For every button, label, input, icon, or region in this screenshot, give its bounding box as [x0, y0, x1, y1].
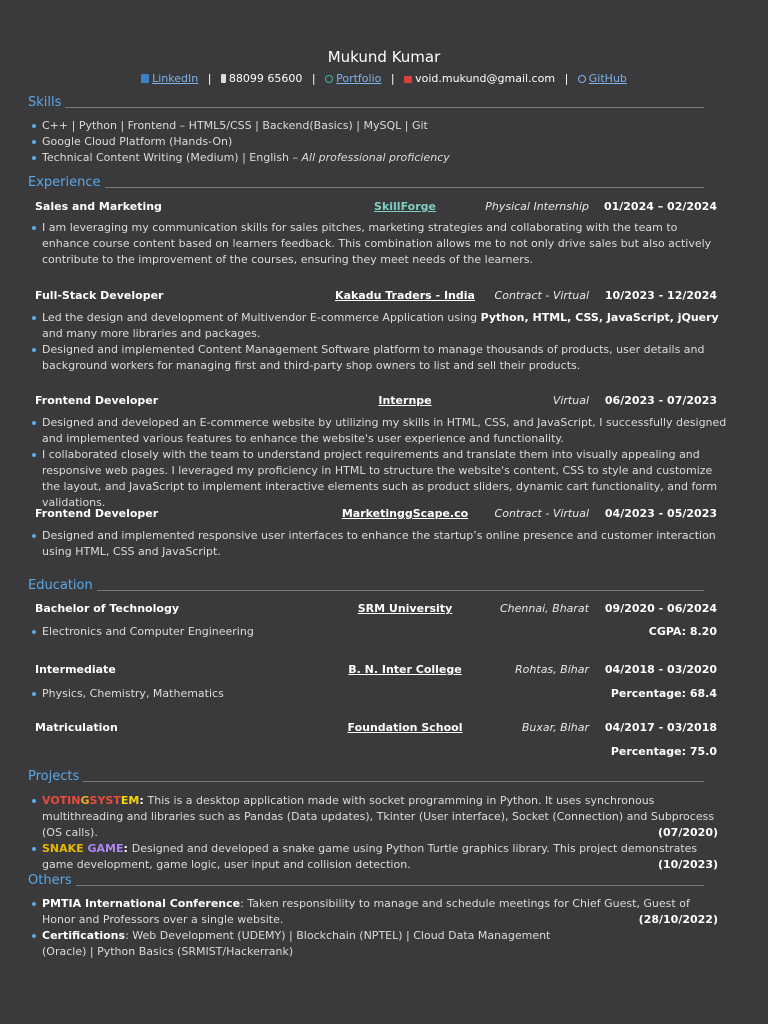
company-link[interactable]: MarketinggScape.co — [341, 507, 469, 520]
project-description: Designed and developed a snake game using Python Turtle graphics library. This project demonstrates game development, game logic, user input and collision detection. — [42, 842, 698, 871]
education-entry-header — [35, 721, 717, 737]
skills-list — [30, 118, 730, 166]
divider — [28, 187, 704, 188]
item-date: (28/10/2022) — [638, 913, 718, 926]
linkedin-link[interactable]: LinkedIn — [152, 72, 199, 85]
project-name-part: EM — [120, 794, 140, 807]
education-dates: 04/2018 - 03/2020 — [604, 663, 717, 676]
others-section-header — [28, 873, 704, 889]
project-name — [42, 794, 139, 807]
job-title: Sales and Marketing — [35, 200, 162, 213]
section-title: Others — [28, 873, 76, 888]
institution-location: Chennai, Bharat — [500, 602, 589, 615]
experience-bullets — [30, 220, 728, 268]
linkedin-icon — [141, 74, 149, 83]
project-date: (10/2023) — [658, 858, 718, 871]
project-date: (07/2020) — [658, 826, 718, 839]
portfolio-link[interactable]: Portfolio — [336, 72, 382, 85]
experience-entry-header — [35, 200, 717, 216]
separator: | — [390, 72, 395, 85]
list-item: Designed and implemented Content Management Software platform to manage thousands of products, user details and background workers for managing first and third-party shop owners to list and sell their products. — [30, 342, 720, 374]
institution-location: Buxar, Bihar — [521, 721, 589, 734]
company-link[interactable]: SkillForge — [374, 200, 436, 213]
job-type: Contract - Virtual — [494, 289, 589, 302]
project-name-part: G — [80, 794, 90, 807]
institution-link[interactable]: B. N. Inter College — [348, 663, 462, 676]
experience-entry-header — [35, 507, 717, 523]
job-dates: 06/2023 - 07/2023 — [604, 394, 717, 407]
job-title: Frontend Developer — [35, 507, 159, 520]
job-dates: 10/2023 - 12/2024 — [604, 289, 717, 302]
divider — [28, 885, 704, 886]
project-name — [42, 842, 124, 855]
bullet-text: Led the design and development of Multivendor E-commerce Application using — [42, 311, 481, 324]
item-description: Taken responsibility to manage and schedule meetings for Chief Guest, Guest of Honor and Professors over a single website. — [42, 897, 690, 926]
list-item: Physics, Chemistry, Mathematics — [30, 686, 430, 702]
company-link[interactable]: Kakadu Traders - India — [335, 289, 475, 302]
institution-location: Rohtas, Bihar — [515, 663, 589, 676]
education-section-header — [28, 578, 704, 594]
education-entry-header — [35, 663, 717, 679]
job-dates: 04/2023 - 05/2023 — [604, 507, 717, 520]
section-title: Skills — [28, 95, 65, 110]
list-item: Designed and developed an E-commerce website by utilizing my skills in HTML, CSS, and JavaScript, I successfully designed and implemented various features to enhance the website's user experience and functionality. — [30, 415, 730, 447]
candidate-name: Mukund Kumar — [327, 48, 441, 66]
project-name-part: VOTIN — [42, 794, 81, 807]
list-item: PMTIA International Conference: Taken responsibility to manage and schedule meetings for Chief Guest, Guest of Honor and Professors over a single website. (28/10/2022) — [30, 896, 718, 928]
education-grade: Percentage: 68.4 — [610, 687, 717, 700]
globe-icon — [325, 75, 333, 83]
list-item: I am leveraging my communication skills for sales pitches, marketing strategies and collaborating with the team to enhance course content based on learners feedback. This combination allows me to not only drive sales but also actively contribute to the improvement of the courses, ensuring they meet needs of the learners. — [30, 220, 728, 268]
item-description: Web Development (UDEMY) | Blockchain (NPTEL) | Cloud Data Management (Oracle) | Python Basics (SRMIST/Hackerrank) — [42, 929, 551, 958]
list-item: I collaborated closely with the team to understand project requirements and translate them into visually appealing and responsive web pages. I leveraged my proficiency in HTML to structure the website's content, CSS to style and customize the layout, and JavaScript to implement interactive elements such as product sliders, dynamic cart functionality, and form validations. — [30, 447, 730, 511]
list-item: Electronics and Computer Engineering — [30, 624, 430, 640]
experience-bullets — [30, 310, 720, 374]
project-name-part: GAME — [87, 842, 124, 855]
skill-proficiency: All professional proficiency — [301, 151, 450, 164]
list-item: VOTINGSYSTEM: This is a desktop application made with socket programming in Python. It uses synchronous multithreading and libraries such as Pandas (Data updates), Tkinter (User interface), Socket (Connection) and Subprocess (OS calls). (07/2020) — [30, 793, 718, 841]
experience-entry-header — [35, 289, 717, 305]
education-grade: Percentage: 75.0 — [610, 745, 717, 758]
project-name-part: SYST — [89, 794, 121, 807]
section-title: Projects — [28, 769, 83, 784]
list-item: Certifications: Web Development (UDEMY) | Blockchain (NPTEL) | Cloud Data Management (Oracle) | Python Basics (SRMIST/Hackerrank) — [30, 928, 562, 960]
job-type: Virtual — [552, 394, 589, 407]
list-item: Google Cloud Platform (Hands-On) — [30, 134, 730, 150]
skill-text: Technical Content Writing (Medium) | English – — [42, 151, 302, 164]
job-title: Frontend Developer — [35, 394, 159, 407]
others-list — [30, 896, 718, 960]
section-title: Education — [28, 578, 97, 593]
separator: | — [207, 72, 212, 85]
projects-section-header — [28, 769, 704, 785]
separator: | — [311, 72, 316, 85]
item-label: PMTIA International Conference — [42, 897, 241, 910]
experience-bullets — [30, 415, 730, 511]
education-dates: 04/2017 - 03/2018 — [604, 721, 717, 734]
education-entry-header — [35, 602, 717, 618]
contact-bar — [0, 72, 768, 85]
divider — [28, 107, 704, 108]
project-name-part: SNAKE — [42, 842, 88, 855]
education-bullets — [30, 686, 430, 702]
list-item: C++ | Python | Frontend – HTML5/CSS | Backend(Basics) | MySQL | Git — [30, 118, 730, 134]
list-item: Designed and implemented responsive user interfaces to enhance the startup’s online presence and customer interaction using HTML, CSS and JavaScript. — [30, 528, 730, 560]
tech-stack: Python, HTML, CSS, JavaScript, jQuery — [480, 311, 719, 324]
education-bullets — [30, 624, 430, 640]
phone-number: 88099 65600 — [228, 72, 303, 85]
divider — [28, 781, 704, 782]
mail-icon — [404, 76, 412, 83]
experience-bullets — [30, 528, 730, 560]
github-icon — [578, 75, 586, 83]
bullet-text: and many more libraries and packages. — [42, 327, 261, 340]
job-title: Full-Stack Developer — [35, 289, 164, 302]
item-label: Certifications — [42, 929, 126, 942]
separator: | — [564, 72, 569, 85]
degree-title: Intermediate — [35, 663, 116, 676]
institution-link[interactable]: Foundation School — [347, 721, 463, 734]
degree-title: Bachelor of Technology — [35, 602, 179, 615]
job-type: Physical Internship — [485, 200, 589, 213]
job-type: Contract - Virtual — [494, 507, 589, 520]
company-link[interactable]: Internpe — [378, 394, 432, 407]
institution-link[interactable]: SRM University — [357, 602, 453, 615]
divider — [28, 590, 704, 591]
job-dates: 01/2024 – 02/2024 — [603, 200, 717, 213]
list-item: SNAKE GAME: Designed and developed a snake game using Python Turtle graphics library. This project demonstrates game development, game logic, user input and collision detection. (10/2023) — [30, 841, 718, 873]
phone-icon — [221, 74, 226, 83]
github-link[interactable]: GitHub — [588, 72, 627, 85]
skills-section-header — [28, 95, 704, 111]
email-address: void.mukund@gmail.com — [415, 72, 556, 85]
projects-list — [30, 793, 718, 873]
experience-entry-header — [35, 394, 717, 410]
project-description: This is a desktop application made with socket programming in Python. It uses synchronous multithreading and libraries such as Pandas (Data updates), Tkinter (User interface), Socket (Connection) and Subprocess (OS calls). — [42, 794, 715, 839]
section-title: Experience — [28, 175, 105, 190]
education-grade: CGPA: 8.20 — [648, 625, 717, 638]
education-dates: 09/2020 - 06/2024 — [604, 602, 717, 615]
degree-title: Matriculation — [35, 721, 118, 734]
list-item — [30, 310, 720, 342]
experience-section-header — [28, 175, 704, 191]
list-item — [30, 150, 730, 166]
